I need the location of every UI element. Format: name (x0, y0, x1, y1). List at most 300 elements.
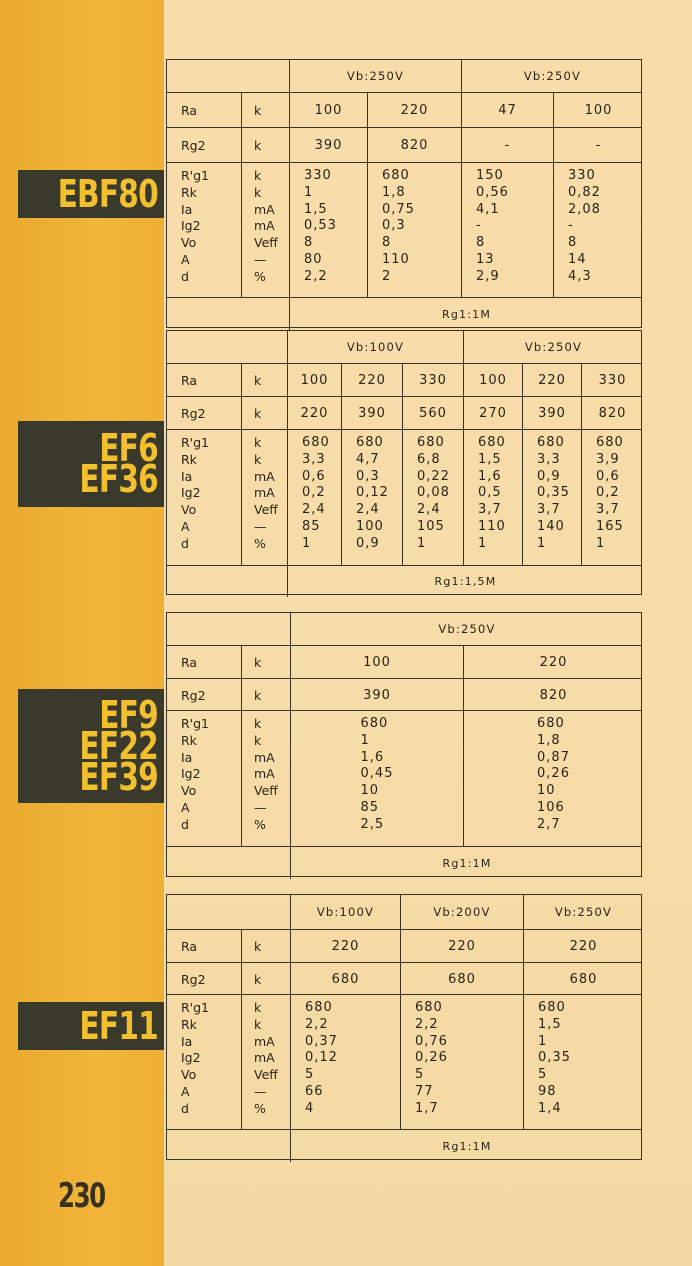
parameter-names (181, 716, 209, 834)
rg2-value: 820 (581, 397, 643, 430)
parameter-value: 0,56 (476, 184, 509, 200)
parameter-value: 3,7 (537, 502, 561, 518)
parameter-unit: % (254, 1100, 266, 1116)
parameter-values-cell (463, 430, 522, 566)
ra-unit: k (241, 646, 290, 679)
parameter-value: 0,26 (537, 766, 570, 782)
parameter-name: A (181, 251, 190, 267)
parameter-unit: — (254, 518, 267, 534)
parameter-value: 105 (417, 518, 445, 534)
parameter-value: 1,5 (478, 451, 502, 467)
anode-voltage-header: Vb:250V (290, 613, 643, 645)
parameter-name: d (181, 1100, 189, 1116)
parameter-value: 680 (415, 1000, 443, 1015)
anode-voltage-header: Vb:250V (289, 60, 461, 92)
parameter-unit: % (254, 535, 266, 551)
ra-value: 220 (463, 646, 643, 679)
grid-resistor-note: Rg1:1M (290, 847, 643, 879)
parameter-name: Rk (181, 451, 197, 467)
parameter-name: d (181, 535, 189, 551)
parameter-units-cell (241, 163, 289, 298)
parameter-value: 1,5 (538, 1016, 562, 1032)
parameter-names-cell (167, 163, 241, 298)
grid-resistor-row (167, 1129, 641, 1162)
parameter-names-cell (167, 711, 241, 847)
rg2-label: Rg2 (181, 406, 206, 421)
grid-resistor-row (167, 565, 641, 597)
parameter-value: 0,75 (382, 201, 415, 217)
parameter-value: 0,12 (305, 1050, 338, 1066)
parameter-unit: mA (254, 218, 275, 234)
ra-label: Ra (181, 939, 198, 954)
ra-value: 47 (461, 93, 553, 128)
parameter-values-cell (581, 430, 643, 566)
header-row (167, 613, 641, 645)
parameter-value: 80 (304, 251, 323, 267)
parameter-unit: mA (254, 1050, 275, 1066)
parameter-value: 680 (360, 716, 389, 731)
rg2-label: Rg2 (181, 138, 206, 153)
parameter-values (476, 168, 509, 286)
parameter-name: R'g1 (181, 168, 210, 183)
parameter-units (254, 1000, 278, 1118)
parameter-value: 680 (538, 1000, 566, 1015)
parameter-value: 2,4 (356, 502, 380, 518)
parameter-values-cell (553, 163, 643, 298)
parameter-name: A (181, 1083, 190, 1099)
rg2-row (167, 678, 641, 711)
ra-value: 100 (287, 364, 341, 397)
parameter-value: 1,8 (382, 184, 406, 200)
rg2-row (167, 962, 641, 995)
parameter-values (417, 435, 450, 553)
parameter-value: 4,1 (476, 201, 500, 217)
parameter-name: Ia (181, 201, 193, 217)
ra-label: Ra (181, 655, 198, 670)
ra-row (167, 363, 641, 397)
parameter-block (167, 429, 641, 566)
parameter-unit: k (254, 1016, 262, 1032)
parameter-unit: mA (254, 1033, 275, 1049)
parameter-block (167, 162, 641, 298)
parameter-unit: k (254, 716, 262, 731)
anode-voltage-header: Vb:250V (461, 60, 643, 92)
parameter-value: 100 (356, 518, 384, 534)
tube-type-label (18, 689, 164, 803)
parameter-unit: mA (254, 749, 275, 765)
parameter-value: 680 (302, 435, 330, 450)
rg2-value: 820 (367, 128, 461, 163)
parameter-value: 0,6 (596, 468, 620, 484)
parameter-value: 0,2 (302, 485, 326, 501)
ra-value: 100 (290, 646, 463, 679)
rg2-value: 680 (523, 963, 643, 995)
tube-type-label (18, 170, 164, 218)
rg2-unit: k (241, 128, 289, 163)
blank-header-cell (167, 613, 290, 645)
parameter-value: 0,26 (415, 1050, 448, 1066)
parameter-values-cell (523, 995, 643, 1130)
parameter-values (596, 435, 624, 553)
parameter-value: 8 (568, 235, 578, 251)
parameter-unit: k (254, 1000, 262, 1015)
ra-value: 220 (522, 364, 581, 397)
parameter-value: 2,7 (537, 816, 561, 832)
rg2-value: 220 (287, 397, 341, 430)
blank-footer-cell (167, 566, 287, 597)
ra-unit: k (241, 93, 289, 128)
parameter-name: d (181, 816, 189, 832)
parameter-value: 5 (415, 1067, 425, 1083)
parameter-name: Ig2 (181, 766, 201, 782)
parameter-value: 2,2 (304, 268, 328, 284)
parameter-units-cell (241, 430, 287, 566)
parameter-unit: k (254, 184, 262, 200)
parameter-values-cell (289, 163, 367, 298)
rg2-row (167, 127, 641, 163)
parameter-value: 330 (304, 168, 332, 183)
parameter-value: 3,3 (537, 451, 561, 467)
parameter-value: 106 (537, 799, 565, 815)
tube-type-name: EF6 (99, 426, 158, 470)
ra-value: 220 (341, 364, 402, 397)
parameter-value: 3,7 (478, 502, 502, 518)
tube-type-label (18, 421, 164, 507)
parameter-name: Ia (181, 1033, 193, 1049)
parameter-value: 5 (538, 1067, 548, 1083)
parameter-values-cell (522, 430, 581, 566)
header-row (167, 60, 641, 92)
parameter-value: 680 (417, 435, 445, 450)
parameter-unit: mA (254, 468, 275, 484)
anode-voltage-header: Vb:250V (463, 331, 643, 363)
parameter-units (254, 168, 278, 286)
parameter-values (568, 168, 601, 286)
operating-data-table (166, 612, 642, 877)
parameter-values (304, 168, 337, 286)
rg2-unit: k (241, 679, 290, 711)
parameter-value: 0,22 (417, 468, 450, 484)
parameter-value: 1,8 (537, 732, 561, 748)
parameter-name: Rk (181, 732, 197, 748)
parameter-value: 0,87 (537, 749, 570, 765)
parameter-values-cell (367, 163, 461, 298)
rg2-value: 390 (290, 679, 463, 711)
parameter-unit: — (254, 799, 267, 815)
parameter-value: 680 (596, 435, 624, 450)
parameter-value: 3,3 (302, 451, 326, 467)
anode-voltage-header: Vb:200V (400, 895, 523, 929)
grid-resistor-row (167, 846, 641, 879)
rg2-value: 390 (341, 397, 402, 430)
parameter-value: 150 (476, 168, 504, 183)
tube-type-name: EF22 (79, 723, 158, 768)
parameter-value: 2,5 (360, 816, 385, 832)
parameter-value: 4,7 (356, 451, 380, 467)
parameter-value: 0,53 (304, 218, 337, 234)
parameter-unit: — (254, 1083, 267, 1099)
parameter-value: 0,6 (302, 468, 326, 484)
header-row (167, 895, 641, 929)
parameter-value: 680 (305, 1000, 333, 1015)
parameter-value: 110 (382, 251, 410, 267)
ra-value: 220 (523, 930, 643, 963)
parameter-value: 110 (478, 518, 506, 534)
parameter-name: R'g1 (181, 716, 210, 731)
parameter-unit: % (254, 816, 266, 832)
parameter-value: 3,7 (596, 502, 620, 518)
parameter-value: 0,37 (305, 1033, 338, 1049)
parameter-unit: % (254, 268, 266, 284)
parameter-units (254, 716, 278, 834)
ra-value: 220 (367, 93, 461, 128)
parameter-name: Rk (181, 184, 197, 200)
parameter-value: 140 (537, 518, 565, 534)
parameter-value: 330 (568, 168, 596, 183)
parameter-value: 1 (360, 732, 370, 748)
parameter-names (181, 1000, 209, 1118)
anode-voltage-header: Vb:250V (523, 895, 643, 929)
parameter-unit: k (254, 168, 262, 183)
ra-row (167, 92, 641, 128)
parameter-value: 680 (537, 435, 565, 450)
rg2-label: Rg2 (181, 687, 206, 703)
parameter-value: 2,08 (568, 201, 601, 217)
parameter-values-cell (341, 430, 402, 566)
parameter-value: 0,35 (537, 485, 570, 501)
parameter-name: Vo (181, 1067, 197, 1083)
parameter-value: 13 (476, 251, 495, 267)
parameter-value: 1 (537, 535, 547, 551)
parameter-unit: mA (254, 201, 275, 217)
grid-resistor-note: Rg1:1M (290, 1130, 643, 1162)
tube-type-name: EF39 (79, 754, 158, 799)
parameter-value: 4 (305, 1100, 315, 1116)
rg2-value: 820 (463, 679, 643, 711)
parameter-units-cell (241, 711, 290, 847)
parameter-value: 0,5 (478, 485, 502, 501)
parameter-value: 3,9 (596, 451, 620, 467)
parameter-units-cell (241, 995, 290, 1130)
page-number: 230 (58, 1176, 105, 1216)
ra-label: Ra (181, 103, 198, 118)
parameter-values (356, 435, 389, 553)
ra-row (167, 645, 641, 679)
parameter-values (382, 168, 415, 286)
parameter-values (305, 1000, 338, 1118)
parameter-value: - (476, 218, 482, 234)
operating-data-table (166, 330, 642, 595)
tube-type-label (18, 1002, 164, 1050)
rg2-value: 390 (522, 397, 581, 430)
parameter-value: 6,8 (417, 451, 441, 467)
ra-value: 330 (402, 364, 463, 397)
parameter-value: 85 (360, 799, 380, 815)
parameter-value: 0,76 (415, 1033, 448, 1049)
parameter-value: 1 (538, 1033, 548, 1049)
ra-row (167, 929, 641, 963)
parameter-value: 165 (596, 518, 624, 534)
parameter-names (181, 435, 209, 553)
rg2-unit: k (241, 397, 287, 430)
rg2-unit: k (241, 963, 290, 995)
parameter-value: 0,2 (596, 485, 620, 501)
parameter-unit: Veff (254, 1067, 278, 1083)
parameter-value: 14 (568, 251, 587, 267)
parameter-value: 2,2 (305, 1016, 329, 1032)
parameter-name: Rk (181, 1016, 197, 1032)
ra-value: 220 (290, 930, 400, 963)
parameter-value: 1,6 (360, 749, 385, 765)
blank-header-cell (167, 895, 290, 929)
grid-resistor-note: Rg1:1,5M (287, 566, 643, 597)
grid-resistor-row (167, 297, 641, 330)
parameter-unit: Veff (254, 502, 278, 518)
parameter-value: 0,3 (382, 218, 406, 234)
parameter-value: 4,3 (568, 268, 592, 284)
parameter-name: A (181, 799, 190, 815)
parameter-values-cell (400, 995, 523, 1130)
parameter-value: 0,12 (356, 485, 389, 501)
parameter-value: 8 (382, 235, 392, 251)
parameter-value: 0,45 (360, 766, 394, 782)
parameter-name: Ig2 (181, 218, 201, 234)
parameter-name: Ia (181, 749, 193, 765)
parameter-value: 1 (417, 535, 427, 551)
ra-unit: k (241, 930, 290, 963)
blank-footer-cell (167, 847, 290, 879)
parameter-value: 2,4 (302, 502, 326, 518)
blank-header-cell (167, 60, 289, 92)
ra-unit: k (241, 364, 287, 397)
rg2-row (167, 396, 641, 430)
parameter-value: 1 (596, 535, 606, 551)
ra-value: 220 (400, 930, 523, 963)
parameter-unit: k (254, 732, 262, 748)
parameter-unit: mA (254, 766, 275, 782)
rg2-value: 390 (289, 128, 367, 163)
parameter-name: Ia (181, 468, 193, 484)
parameter-values-cell (290, 995, 400, 1130)
grid-resistor-note: Rg1:1M (289, 298, 643, 330)
ra-value: 330 (581, 364, 643, 397)
parameter-block (167, 994, 641, 1130)
operating-data-table (166, 894, 642, 1160)
operating-data-table (166, 59, 642, 328)
parameter-values (302, 435, 330, 553)
parameter-value: 2,2 (415, 1016, 439, 1032)
parameter-value: 66 (305, 1083, 324, 1099)
parameter-values-cell (463, 711, 643, 847)
ra-value: 100 (553, 93, 643, 128)
parameter-unit: — (254, 251, 267, 267)
blank-header-cell (167, 331, 287, 363)
rg2-value: 680 (400, 963, 523, 995)
tube-type-name: EF36 (79, 457, 158, 501)
parameter-value: 98 (538, 1083, 557, 1099)
parameter-name: A (181, 518, 190, 534)
parameter-value: 77 (415, 1083, 434, 1099)
parameter-value: 0,82 (568, 184, 601, 200)
anode-voltage-header: Vb:100V (287, 331, 463, 363)
ra-value: 100 (289, 93, 367, 128)
parameter-name: R'g1 (181, 435, 210, 450)
parameter-names-cell (167, 995, 241, 1130)
tube-type-name: EF11 (79, 1003, 158, 1048)
tube-type-name: EBF80 (57, 171, 158, 216)
parameter-value: 0,9 (356, 535, 380, 551)
parameter-values-cell (461, 163, 553, 298)
rg2-value: 270 (463, 397, 522, 430)
ra-value: 100 (463, 364, 522, 397)
parameter-value: 85 (302, 518, 321, 534)
parameter-value: 680 (478, 435, 506, 450)
ra-label: Ra (181, 373, 198, 388)
parameter-value: 2,9 (476, 268, 500, 284)
parameter-values (478, 435, 506, 553)
parameter-unit: Veff (254, 235, 278, 251)
parameter-value: 1,4 (538, 1100, 562, 1116)
parameter-value: 1 (478, 535, 488, 551)
parameter-value: 8 (476, 235, 486, 251)
parameter-value: 0,3 (356, 468, 380, 484)
parameter-values (415, 1000, 448, 1118)
parameter-value: 680 (356, 435, 384, 450)
parameter-value: 0,08 (417, 485, 450, 501)
parameter-value: 0,9 (537, 468, 561, 484)
parameter-unit: Veff (254, 783, 278, 799)
parameter-values-cell (402, 430, 463, 566)
parameter-value: 0,35 (538, 1050, 571, 1066)
rg2-value: - (461, 128, 553, 163)
parameter-name: Vo (181, 502, 197, 518)
parameter-value: 680 (382, 168, 410, 183)
blank-footer-cell (167, 298, 289, 330)
parameter-block (167, 710, 641, 847)
parameter-value: 10 (360, 783, 380, 799)
parameter-names (181, 168, 209, 286)
parameter-name: Vo (181, 235, 197, 251)
parameter-value: 680 (537, 716, 565, 731)
parameter-value: 1,6 (478, 468, 502, 484)
parameter-unit: k (254, 451, 262, 467)
parameter-value: 2 (382, 268, 392, 284)
parameter-value: - (568, 218, 574, 234)
parameter-unit: mA (254, 485, 275, 501)
parameter-value: 1,5 (304, 201, 328, 217)
parameter-values (537, 435, 570, 553)
parameter-name: d (181, 268, 189, 284)
blank-footer-cell (167, 1130, 290, 1162)
parameter-name: R'g1 (181, 1000, 210, 1015)
parameter-unit: k (254, 435, 262, 450)
parameter-values (538, 1000, 571, 1118)
parameter-value: 8 (304, 235, 314, 251)
parameter-values-cell (287, 430, 341, 566)
parameter-value: 5 (305, 1067, 315, 1083)
header-row (167, 331, 641, 363)
parameter-values-cell (290, 711, 463, 847)
rg2-value: 680 (290, 963, 400, 995)
tube-type-name: EF9 (99, 692, 158, 737)
parameter-value: 1,7 (415, 1100, 439, 1116)
parameter-values (361, 716, 394, 834)
parameter-names-cell (167, 430, 241, 566)
parameter-name: Ig2 (181, 1050, 201, 1066)
parameter-value: 2,4 (417, 502, 441, 518)
anode-voltage-header: Vb:100V (290, 895, 400, 929)
parameter-name: Ig2 (181, 485, 201, 501)
